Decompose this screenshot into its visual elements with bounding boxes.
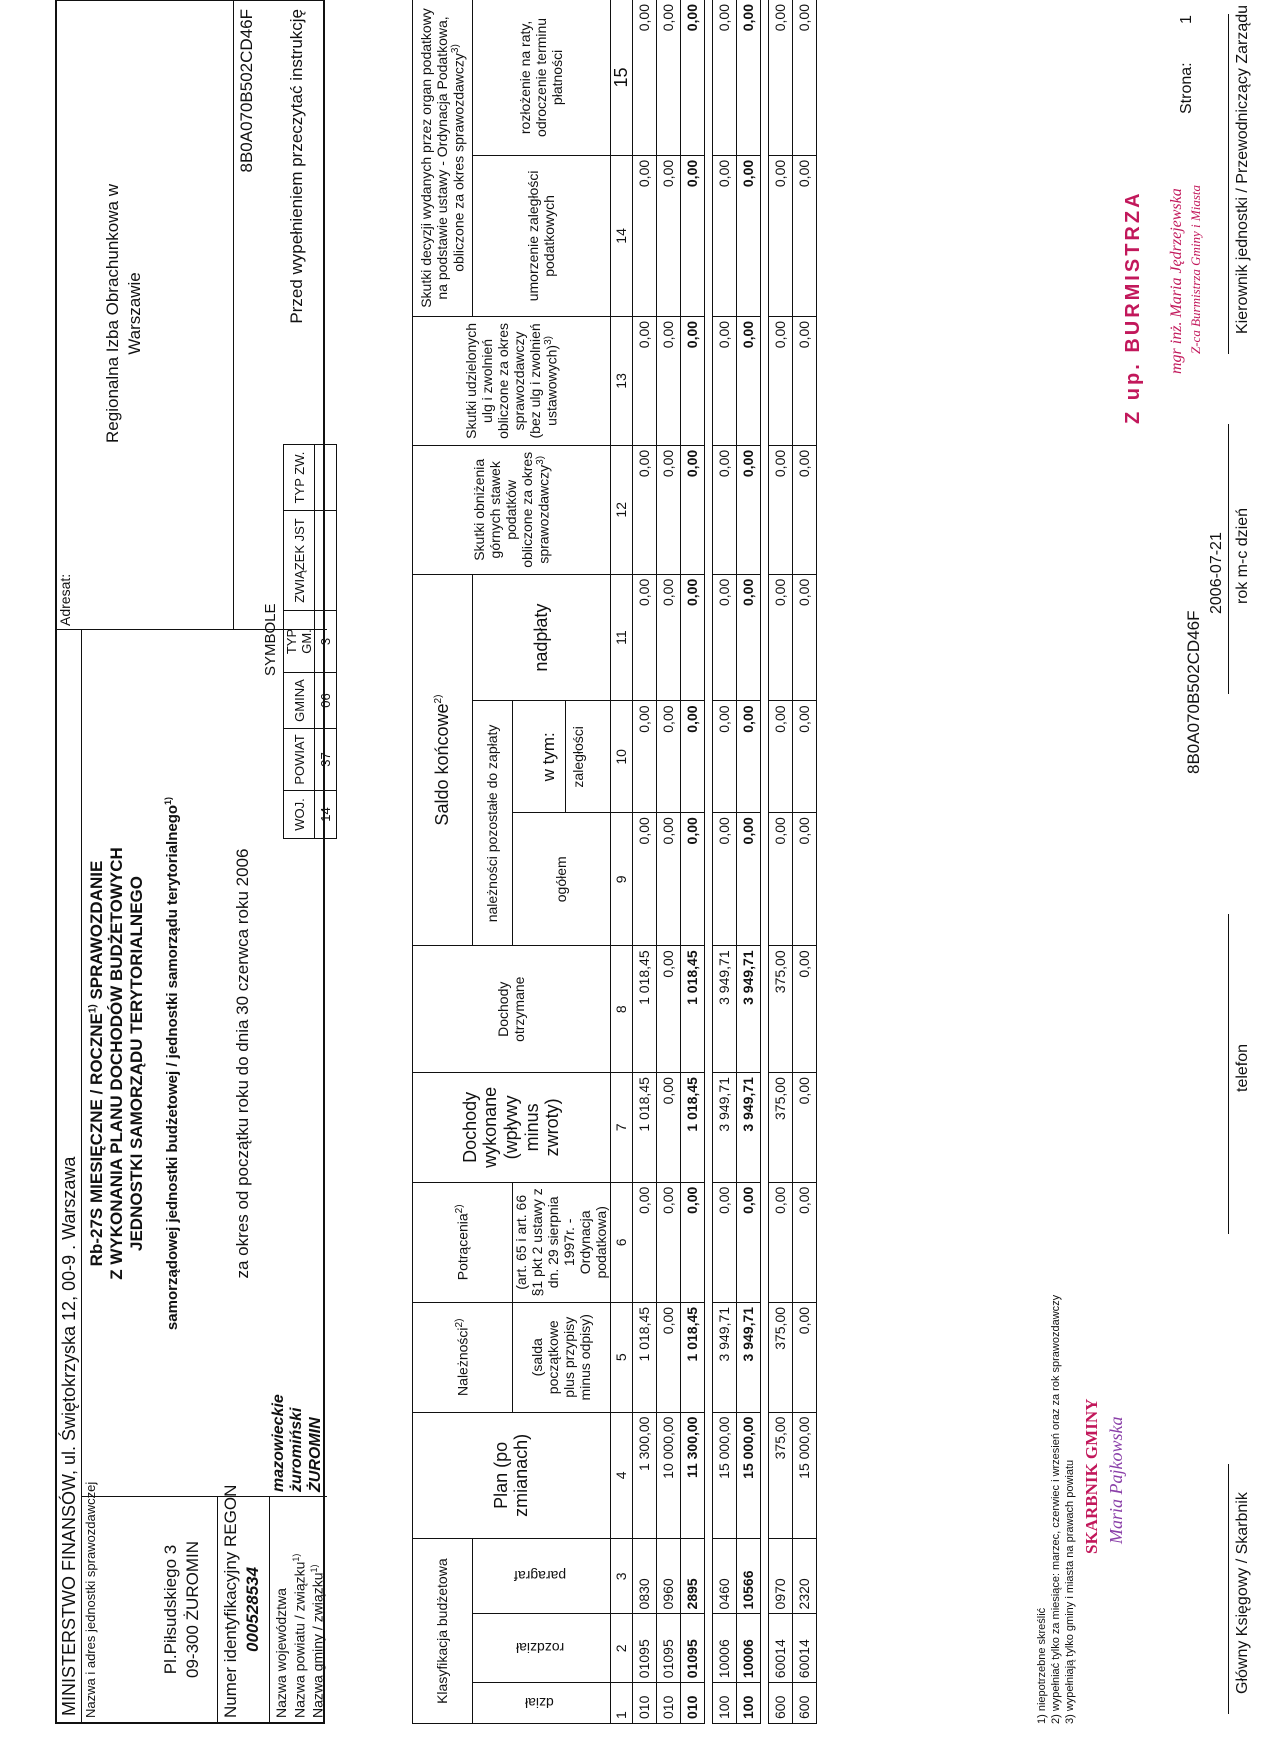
table-row-total: [736, 0, 760, 1724]
cell-paragraf: 0970: [768, 1539, 792, 1614]
header-w-tym-zaleglosci: w tym: zaległości: [513, 701, 611, 813]
cell-pot: 0,00: [632, 1182, 656, 1302]
county-label: Nazwa powiatu / związku$^{1)}$: [291, 1553, 308, 1718]
cell-s15: 0,00: [712, 0, 736, 155]
col-number: 14: [610, 155, 632, 316]
cell-do: 375,00: [768, 946, 792, 1073]
symbols-label: SYMBOLE: [262, 603, 279, 676]
header-paragraf: paragraf: [473, 1539, 611, 1614]
table-row: [656, 0, 680, 1724]
col-number: 10: [610, 701, 632, 813]
header-naleznosci-pozostale: należności pozostałe do zapłaty: [473, 701, 513, 946]
col-number: 11: [610, 574, 632, 701]
header-potracenia: Potrącenia$^{2)}$: [413, 1182, 513, 1302]
symbol-header: ZWIĄZEK JST: [284, 511, 315, 611]
line-date: [1228, 424, 1229, 694]
col-number: 12: [610, 445, 632, 574]
stamp-treasurer: SKARBNIK GMINY: [1082, 1398, 1101, 1554]
header-skutki-ulg: Skutki udzielonych ulg i zwolnień obliczone za okres sprawozdawczy (bez ulg i zwolnień ustawowych)$^{3)}$: [413, 316, 611, 445]
cell-paragraf: 0830: [632, 1539, 656, 1614]
cell-dzial: 010: [632, 1683, 656, 1724]
table-body: [632, 0, 816, 1724]
header-potracenia-sub: (art. 65 i art. 66 §1 pkt 2 ustawy z dn. 29 sierpnia 1997r. - Ordynacja podatkowa): [513, 1182, 611, 1302]
table-row-total: [680, 0, 704, 1724]
cell-nad: 0,00: [680, 574, 704, 701]
col-number: 5: [610, 1302, 632, 1412]
cell-pot: 0,00: [712, 1182, 736, 1302]
cell-pot: 0,00: [656, 1182, 680, 1302]
separator-cell: [760, 0, 768, 1724]
col-number: 8: [610, 946, 632, 1073]
cell-s13: 0,00: [632, 316, 656, 445]
unit-address-line-2: 09-300 ŻUROMIN: [183, 1541, 202, 1678]
header-dochody-otrzymane: Dochody otrzymane: [413, 946, 611, 1073]
regon-label: Numer identyfikacyjny REGON: [221, 1484, 240, 1718]
col-number: 2: [610, 1614, 632, 1683]
page-number: 1: [1178, 15, 1195, 24]
cell-nad: 0,00: [768, 574, 792, 701]
cell-s12: 0,00: [680, 445, 704, 574]
addressee-label: Adresat:: [57, 573, 73, 626]
cell-s14: 0,00: [712, 155, 736, 316]
cell-plan: 1 300,00: [632, 1412, 656, 1539]
cell-zal: 0,00: [632, 701, 656, 813]
col-number: 9: [610, 813, 632, 946]
voivodeship-label: Nazwa województwa: [273, 1588, 289, 1718]
cell-og: 0,00: [736, 813, 760, 946]
report-title-line-3: JEDNOSTKI SAMORZĄDU TERYTORIALNEGO: [127, 876, 146, 1251]
cell-s13: 0,00: [792, 316, 816, 445]
header-rozlozenie: rozłożenie na raty, odroczenie terminu płatności: [473, 0, 611, 155]
cell-s14: 0,00: [680, 155, 704, 316]
cell-plan: 11 300,00: [680, 1412, 704, 1539]
role-mayor: Kierownik jednostki / Przewodniczący Zarządu: [1234, 4, 1251, 334]
cell-s12: 0,00: [632, 445, 656, 574]
cell-zal: 0,00: [680, 701, 704, 813]
cell-nal: 1 018,45: [632, 1302, 656, 1412]
cell-s14: 0,00: [768, 155, 792, 316]
header-nadplaty: nadpłaty: [473, 574, 611, 701]
header-klasyfikacja: Klasyfikacja budżetowa: [413, 1539, 473, 1724]
cell-s13: 0,00: [736, 316, 760, 445]
signature-mayor-title: Z-ca Burmistrza Gminy i Miasta: [1188, 185, 1203, 354]
voivodeship-value: mazowieckie: [270, 1394, 287, 1492]
cell-s12: 0,00: [656, 445, 680, 574]
header-rozdzial: rozdział: [473, 1614, 611, 1683]
cell-s14: 0,00: [656, 155, 680, 316]
footnote-2: 2) wypełniać tylko za miesiące: marzec, czerwiec i wrzesień oraz za rok sprawozdawczy: [1050, 1294, 1062, 1724]
cell-pot: 0,00: [768, 1182, 792, 1302]
cell-dzial: 600: [768, 1683, 792, 1724]
role-treasurer: Główny Księgowy / Skarbnik: [1234, 1492, 1251, 1694]
cell-nal: 3 949,71: [712, 1302, 736, 1412]
cell-nad: 0,00: [792, 574, 816, 701]
header-ogolem: ogółem: [513, 813, 611, 946]
commune-value: ŻUROMIN: [307, 1417, 324, 1492]
ministry-line: MINISTERSTWO FINANSÓW, ul. Świętokrzyska 12, 00-9 . Warszawa: [59, 1156, 79, 1716]
cell-s12: 0,00: [792, 445, 816, 574]
cell-s12: 0,00: [768, 445, 792, 574]
cell-s13: 0,00: [712, 316, 736, 445]
stamp-mayor: Z up. BURMISTRZA: [1122, 190, 1144, 424]
symbol-value: [315, 445, 337, 511]
cell-s14: 0,00: [736, 155, 760, 316]
cell-do: 0,00: [792, 946, 816, 1073]
table-row: [712, 0, 736, 1724]
cell-nal: 1 018,45: [680, 1302, 704, 1412]
cell-s14: 0,00: [792, 155, 816, 316]
addressee-line-2: Warszawie: [125, 272, 144, 355]
cell-dzial: 600: [792, 1683, 816, 1724]
cell-rozdzial: 01095: [632, 1614, 656, 1683]
symbol-value: 3: [315, 611, 337, 673]
header-plan: Plan (po zmianach): [413, 1412, 611, 1539]
col-number: 4: [610, 1412, 632, 1539]
signature-mayor-name: mgr inż. Maria Jędrzejewska: [1168, 188, 1185, 374]
cell-do: 3 949,71: [712, 946, 736, 1073]
col-number: 6: [610, 1182, 632, 1302]
table-row: [632, 0, 656, 1724]
cell-dw: 0,00: [792, 1073, 816, 1183]
cell-dzial: 100: [712, 1683, 736, 1724]
report-title-line-1: Rb-27S MIESIĘCZNE / ROCZNE$^{1)}$ SPRAWOZDANIE: [87, 860, 106, 1267]
cell-og: 0,00: [768, 813, 792, 946]
cell-s15: 0,00: [736, 0, 760, 155]
cell-do: 3 949,71: [736, 946, 760, 1073]
cell-nal: 375,00: [768, 1302, 792, 1412]
cell-paragraf: 2895: [680, 1539, 704, 1614]
page-label: Strona:: [1178, 62, 1195, 114]
symbol-value: [315, 511, 337, 611]
cell-og: 0,00: [680, 813, 704, 946]
header-dochody-wykonane: Dochody wykonane (wpływy minus zwroty): [413, 1073, 611, 1183]
cell-rozdzial: 01095: [656, 1614, 680, 1683]
header-naleznosci-sub: (salda początkowe plus przypisy minus odpisy): [513, 1302, 611, 1412]
cell-nad: 0,00: [632, 574, 656, 701]
header-dzial: dział: [473, 1683, 611, 1724]
column-numbers-row: [610, 0, 632, 1724]
cell-zal: 0,00: [792, 701, 816, 813]
col-number: 15: [610, 0, 632, 155]
col-number: 13: [610, 316, 632, 445]
cell-dw: 1 018,45: [632, 1073, 656, 1183]
document-code: 8B0A070B502CD46F: [237, 9, 256, 173]
cell-zal: 0,00: [656, 701, 680, 813]
footnote-1: 1) niepotrzebne skreślić: [1036, 1607, 1048, 1724]
cell-nad: 0,00: [736, 574, 760, 701]
header-naleznosci: Należności$^{2)}$: [413, 1302, 513, 1412]
line-treasurer: [1228, 1464, 1229, 1714]
cell-dzial: 100: [736, 1683, 760, 1724]
cell-dw: 3 949,71: [712, 1073, 736, 1183]
cell-rozdzial: 60014: [768, 1614, 792, 1683]
cell-og: 0,00: [656, 813, 680, 946]
table-row: [792, 0, 816, 1724]
header-skutki-obnizenia: Skutki obniżenia górnych stawek podatków obliczone za okres sprawozdawczy$^{3)}$: [413, 445, 611, 574]
regon-value: 000528534: [243, 1566, 262, 1652]
symbol-header: GMINA: [284, 673, 315, 729]
cell-do: 0,00: [656, 946, 680, 1073]
cell-paragraf: 2320: [792, 1539, 816, 1614]
cell-s13: 0,00: [768, 316, 792, 445]
cell-nal: 3 949,71: [736, 1302, 760, 1412]
col-number: 3: [610, 1539, 632, 1614]
report-period: za okres od początku roku do dnia 30 czerwca roku 2006: [233, 848, 252, 1279]
date-label: rok m-c dzień: [1234, 507, 1251, 604]
cell-og: 0,00: [792, 813, 816, 946]
cell-nal: 0,00: [656, 1302, 680, 1412]
col-number: 7: [610, 1073, 632, 1183]
group-separator: [760, 0, 768, 1724]
cell-dzial: 010: [656, 1683, 680, 1724]
cell-rozdzial: 10006: [736, 1614, 760, 1683]
cell-s15: 0,00: [632, 0, 656, 155]
cell-dw: 1 018,45: [680, 1073, 704, 1183]
signature-treasurer: Maria Pajkowska: [1106, 1416, 1126, 1544]
cell-paragraf: 10566: [736, 1539, 760, 1614]
cell-zal: 0,00: [712, 701, 736, 813]
cell-s14: 0,00: [632, 155, 656, 316]
phone-label: telefon: [1234, 1043, 1251, 1092]
symbol-header: WOJ.: [284, 791, 315, 839]
separator-cell: [704, 0, 712, 1724]
cell-s12: 0,00: [736, 445, 760, 574]
cell-plan: 15 000,00: [736, 1412, 760, 1539]
cell-s15: 0,00: [680, 0, 704, 155]
revenue-table: [412, 0, 817, 1724]
county-value: żuromiński: [288, 1407, 305, 1492]
symbol-header: TYP GM.: [284, 611, 315, 673]
header-box: [55, 0, 325, 1724]
cell-s13: 0,00: [680, 316, 704, 445]
report-title-line-2: Z WYKONANIA PLANU DOCHODÓW BUDŻETOWYCH: [107, 847, 126, 1280]
commune-label: Nazwa gminy / związku$^{1)}$: [309, 1564, 326, 1718]
col-number: 1: [610, 1683, 632, 1724]
instruction-note: Przed wypełnieniem przeczytać instrukcję: [287, 9, 306, 324]
table-row: [768, 0, 792, 1724]
cell-s15: 0,00: [656, 0, 680, 155]
symbol-value: 14: [315, 791, 337, 839]
cell-plan: 15 000,00: [792, 1412, 816, 1539]
cell-plan: 375,00: [768, 1412, 792, 1539]
cell-nal: 0,00: [792, 1302, 816, 1412]
symbol-header: POWIAT: [284, 729, 315, 791]
cell-dw: 375,00: [768, 1073, 792, 1183]
cell-rozdzial: 60014: [792, 1614, 816, 1683]
cell-s15: 0,00: [768, 0, 792, 155]
footer-document-code: 8B0A070B502CD46F: [1184, 610, 1203, 774]
symbol-value: 06: [315, 673, 337, 729]
line-mayor: [1228, 14, 1229, 354]
cell-s12: 0,00: [712, 445, 736, 574]
cell-pot: 0,00: [680, 1182, 704, 1302]
report-date: 2006-07-21: [1208, 532, 1225, 614]
unit-label: Nazwa i adres jednostki sprawozdawczej: [83, 1481, 98, 1718]
cell-plan: 10 000,00: [656, 1412, 680, 1539]
cell-zal: 0,00: [768, 701, 792, 813]
symbol-header: TYP ZW.: [284, 445, 315, 511]
cell-rozdzial: 01095: [680, 1614, 704, 1683]
footnote-3: 3) wypełniają tylko gminy i miasta na prawach powiatu: [1064, 1459, 1076, 1724]
cell-dw: 0,00: [656, 1073, 680, 1183]
cell-s13: 0,00: [656, 316, 680, 445]
cell-pot: 0,00: [792, 1182, 816, 1302]
group-separator: [704, 0, 712, 1724]
cell-pot: 0,00: [736, 1182, 760, 1302]
line-phone: [1228, 914, 1229, 1234]
cell-paragraf: 0460: [712, 1539, 736, 1614]
cell-og: 0,00: [712, 813, 736, 946]
addressee-line-1: Regionalna Izba Obrachunkowa w: [103, 184, 122, 443]
cell-s15: 0,00: [792, 0, 816, 155]
cell-zal: 0,00: [736, 701, 760, 813]
report-subtitle: samorządowej jednostki budżetowej / jednostki samorządu terytorialnego$^{1)}$: [163, 796, 181, 1331]
unit-address-line-1: Pl.Piłsudskiego 3: [161, 1544, 180, 1675]
symbols-table: [283, 444, 337, 839]
header-saldo-koncowe: Saldo końcowe$^{2)}$: [413, 574, 473, 946]
cell-do: 1 018,45: [632, 946, 656, 1073]
cell-rozdzial: 10006: [712, 1614, 736, 1683]
header-umorzenie: umorzenie zaległości podatkowych: [473, 155, 611, 316]
cell-paragraf: 0960: [656, 1539, 680, 1614]
cell-do: 1 018,45: [680, 946, 704, 1073]
cell-nad: 0,00: [656, 574, 680, 701]
symbol-value: 37: [315, 729, 337, 791]
header-skutki-decyzji: Skutki decyzji wydanych przez organ podatkowy na podstawie ustawy - Ordynacja Podatkowa, obliczone za okres sprawozdawczy$^{3)}$: [413, 0, 473, 316]
cell-og: 0,00: [632, 813, 656, 946]
cell-plan: 15 000,00: [712, 1412, 736, 1539]
cell-dzial: 010: [680, 1683, 704, 1724]
cell-dw: 3 949,71: [736, 1073, 760, 1183]
cell-nad: 0,00: [712, 574, 736, 701]
